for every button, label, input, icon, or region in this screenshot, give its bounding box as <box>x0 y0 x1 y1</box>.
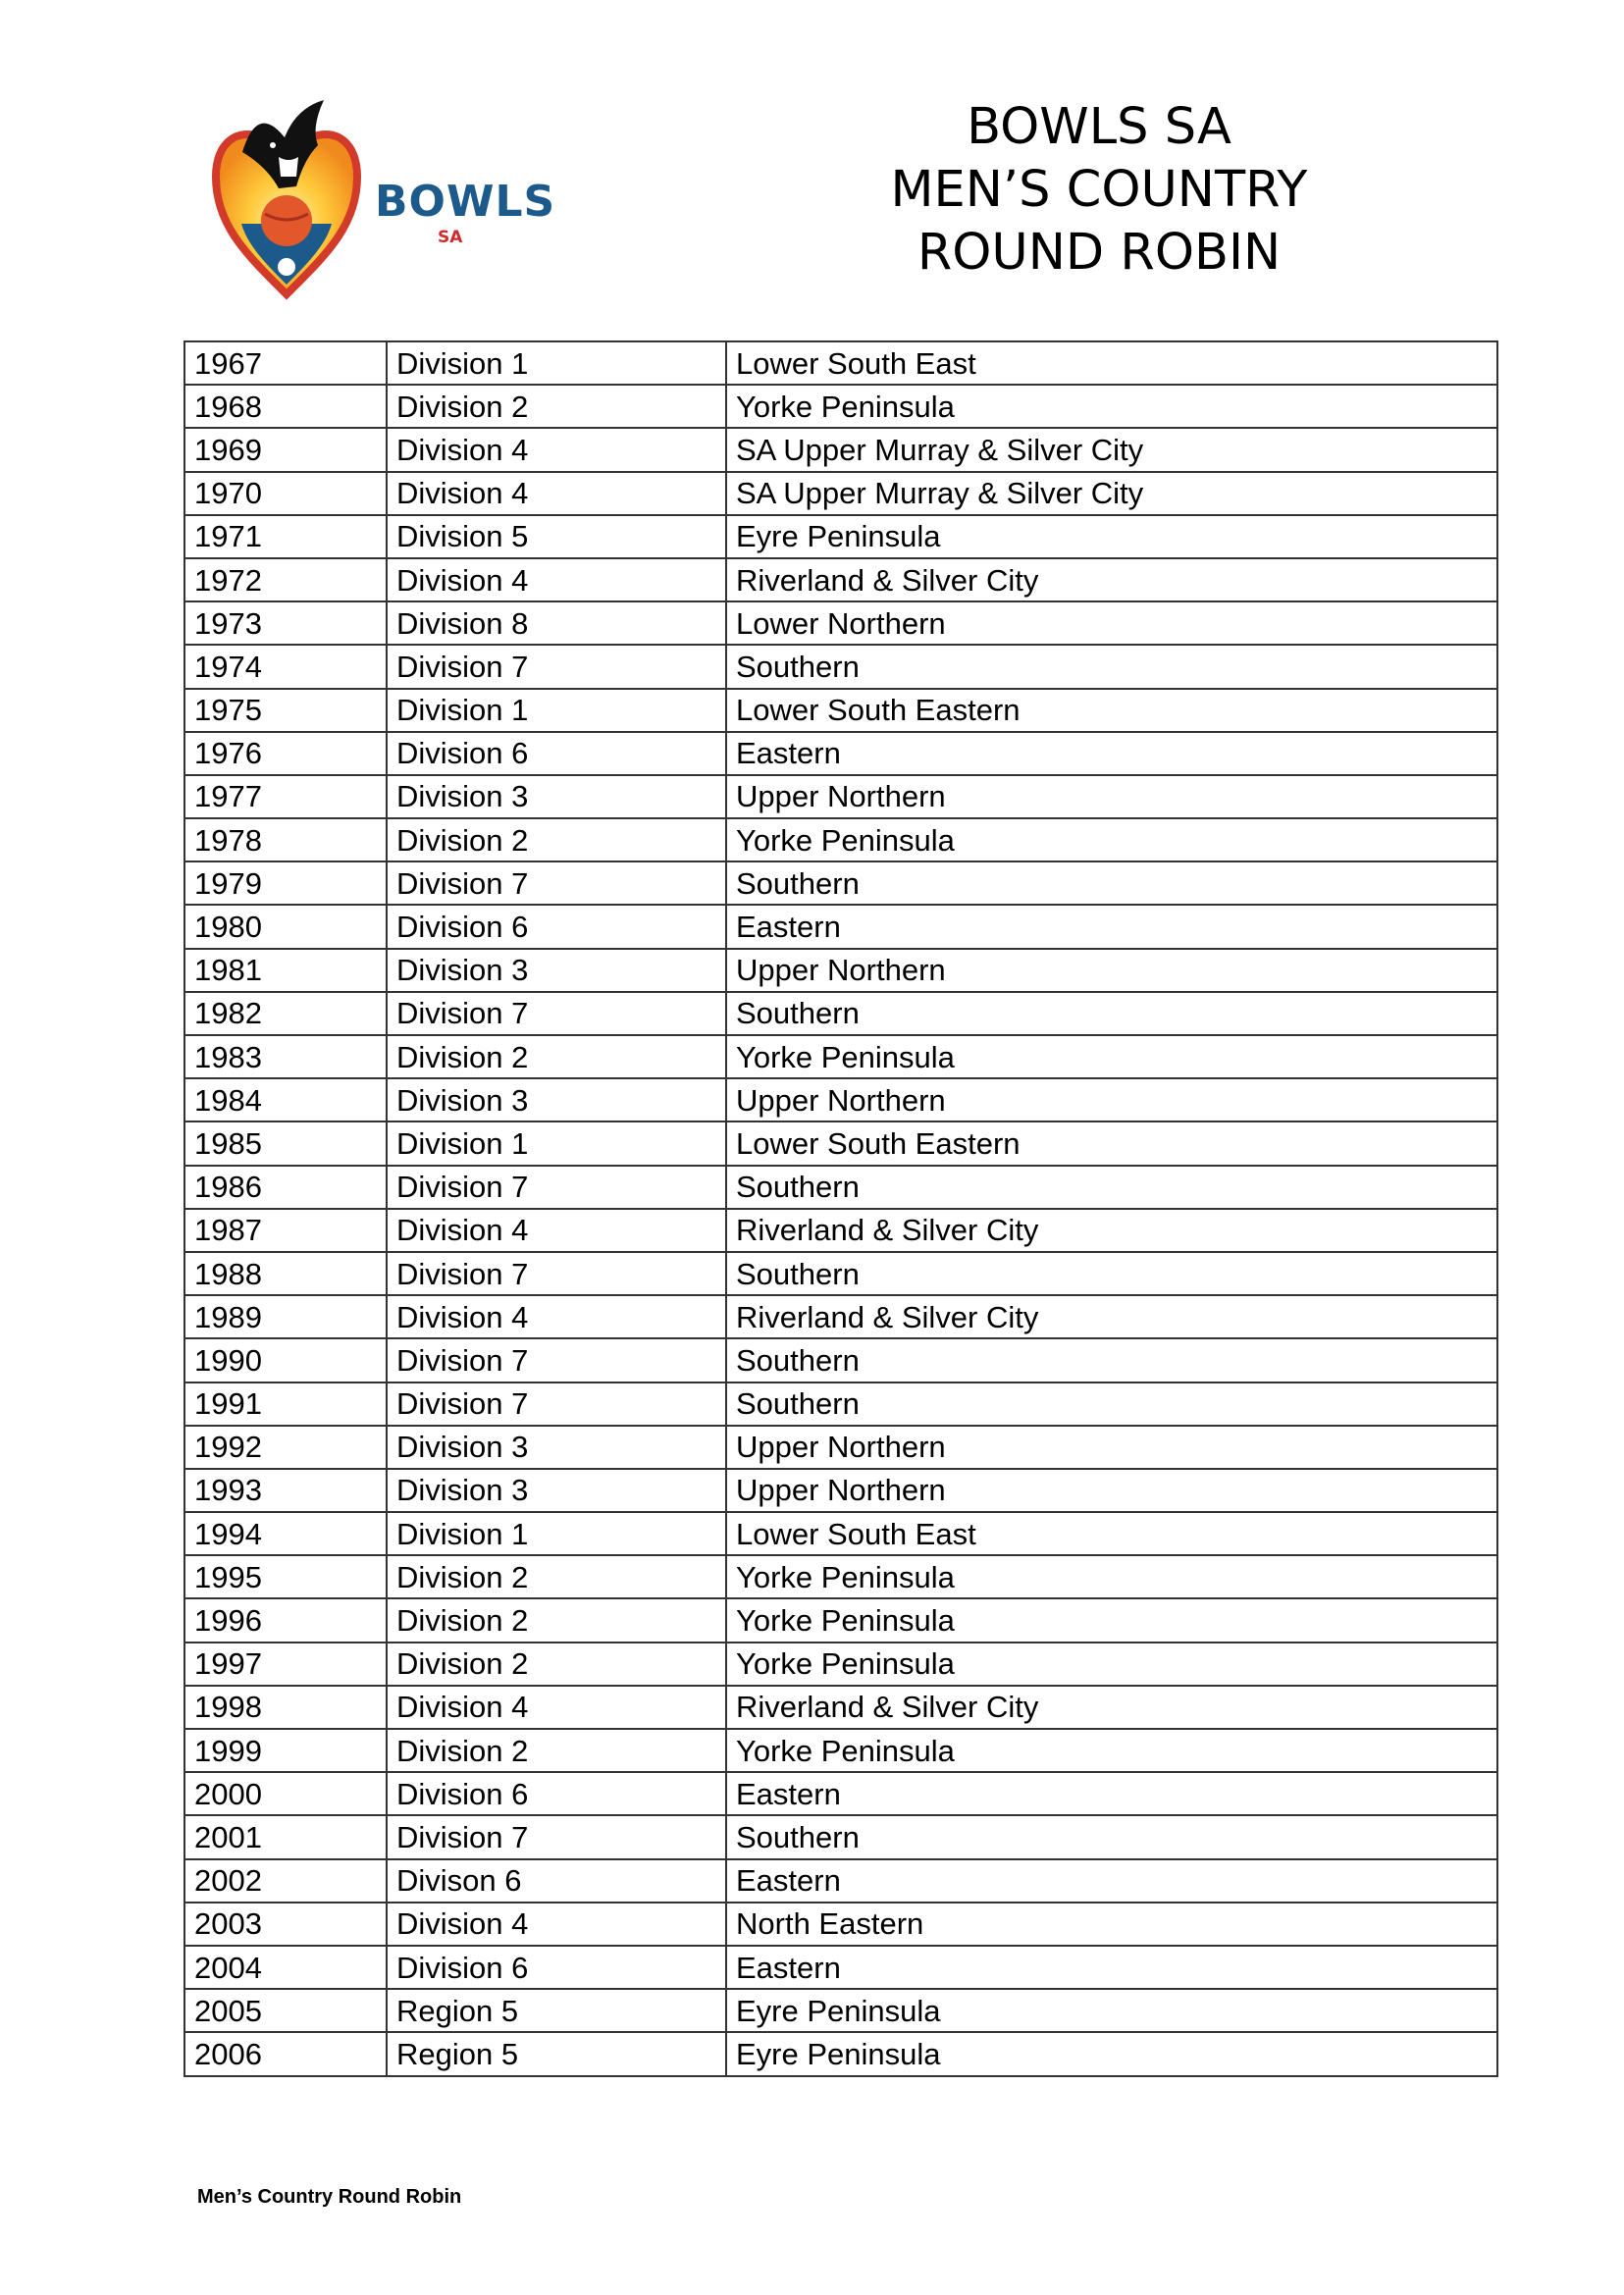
region-cell: Lower Northern <box>726 601 1497 645</box>
table-row <box>184 1469 1497 1512</box>
region-cell: Upper Northern <box>726 775 1497 818</box>
year-cell: 1993 <box>184 1469 387 1512</box>
region-cell: Lower South East <box>726 341 1497 385</box>
year-cell: 2006 <box>184 2032 387 2075</box>
year-cell: 1981 <box>184 949 387 992</box>
division-cell: Division 7 <box>387 992 726 1035</box>
region-cell: Riverland & Silver City <box>726 1295 1497 1338</box>
region-cell: North Eastern <box>726 1903 1497 1946</box>
region-cell: Yorke Peninsula <box>726 1555 1497 1598</box>
year-cell: 2004 <box>184 1946 387 1989</box>
table-row <box>184 818 1497 861</box>
region-cell: Riverland & Silver City <box>726 1209 1497 1252</box>
year-cell: 1986 <box>184 1166 387 1209</box>
region-cell: Yorke Peninsula <box>726 1598 1497 1642</box>
division-cell: Division 6 <box>387 732 726 775</box>
year-cell: 1985 <box>184 1121 387 1165</box>
region-cell: Yorke Peninsula <box>726 1729 1497 1772</box>
table-row <box>184 601 1497 645</box>
year-cell: 2003 <box>184 1903 387 1946</box>
year-cell: 1990 <box>184 1338 387 1382</box>
year-cell: 2000 <box>184 1772 387 1815</box>
region-cell: Yorke Peninsula <box>726 818 1497 861</box>
region-cell: Eyre Peninsula <box>726 515 1497 558</box>
region-cell: Upper Northern <box>726 1426 1497 1469</box>
region-cell: Eastern <box>726 732 1497 775</box>
division-cell: Division 3 <box>387 1078 726 1121</box>
region-cell: Eastern <box>726 905 1497 948</box>
division-cell: Division 3 <box>387 775 726 818</box>
page-footer: Men’s Country Round Robin <box>197 2186 462 2208</box>
title-line-3: ROUND ROBIN <box>917 224 1282 282</box>
year-cell: 1997 <box>184 1643 387 1686</box>
year-cell: 1970 <box>184 472 387 515</box>
year-cell: 2005 <box>184 1989 387 2032</box>
region-cell: Upper Northern <box>726 949 1497 992</box>
table-row <box>184 428 1497 471</box>
table-row <box>184 1643 1497 1686</box>
year-cell: 1969 <box>184 428 387 471</box>
region-cell: Upper Northern <box>726 1078 1497 1121</box>
table-row <box>184 992 1497 1035</box>
division-cell: Division 2 <box>387 1598 726 1642</box>
year-cell: 1994 <box>184 1512 387 1555</box>
year-cell: 1980 <box>184 905 387 948</box>
year-cell: 1978 <box>184 818 387 861</box>
table-row <box>184 385 1497 428</box>
division-cell: Division 2 <box>387 1035 726 1078</box>
table-row <box>184 472 1497 515</box>
table-row <box>184 905 1497 948</box>
division-cell: Division 1 <box>387 689 726 732</box>
region-cell: Lower South East <box>726 1512 1497 1555</box>
region-cell: Southern <box>726 1815 1497 1858</box>
division-cell: Division 2 <box>387 818 726 861</box>
year-cell: 1973 <box>184 601 387 645</box>
year-cell: 1998 <box>184 1686 387 1729</box>
division-cell: Division 2 <box>387 1555 726 1598</box>
year-cell: 1968 <box>184 385 387 428</box>
table-row <box>184 1555 1497 1598</box>
region-cell: Riverland & Silver City <box>726 558 1497 601</box>
table-row <box>184 515 1497 558</box>
table-row <box>184 1686 1497 1729</box>
table-row <box>184 689 1497 732</box>
division-cell: Divison 6 <box>387 1859 726 1903</box>
region-cell: Southern <box>726 1382 1497 1426</box>
region-cell: Yorke Peninsula <box>726 1035 1497 1078</box>
division-cell: Division 4 <box>387 428 726 471</box>
year-cell: 1987 <box>184 1209 387 1252</box>
region-cell: Southern <box>726 1252 1497 1295</box>
year-cell: 1976 <box>184 732 387 775</box>
year-cell: 1971 <box>184 515 387 558</box>
region-cell: Lower South Eastern <box>726 689 1497 732</box>
division-cell: Division 1 <box>387 341 726 385</box>
magpie-emblem-icon <box>208 98 365 304</box>
table-row <box>184 1121 1497 1165</box>
table-row <box>184 1426 1497 1469</box>
table-row <box>184 732 1497 775</box>
region-cell: Southern <box>726 1166 1497 1209</box>
division-cell: Division 3 <box>387 1469 726 1512</box>
division-cell: Division 7 <box>387 1815 726 1858</box>
year-cell: 1984 <box>184 1078 387 1121</box>
year-cell: 1983 <box>184 1035 387 1078</box>
division-cell: Division 3 <box>387 949 726 992</box>
table-row <box>184 1382 1497 1426</box>
division-cell: Division 4 <box>387 1295 726 1338</box>
region-cell: Lower South Eastern <box>726 1121 1497 1165</box>
region-cell: Southern <box>726 645 1497 688</box>
region-cell: Riverland & Silver City <box>726 1686 1497 1729</box>
table-row <box>184 1946 1497 1989</box>
division-cell: Region 5 <box>387 1989 726 2032</box>
division-cell: Division 4 <box>387 1686 726 1729</box>
division-cell: Division 4 <box>387 1209 726 1252</box>
division-cell: Division 8 <box>387 601 726 645</box>
table-row <box>184 1295 1497 1338</box>
region-cell: Eyre Peninsula <box>726 2032 1497 2075</box>
division-cell: Division 4 <box>387 472 726 515</box>
table-row <box>184 1338 1497 1382</box>
region-cell: Eyre Peninsula <box>726 1989 1497 2032</box>
division-cell: Division 7 <box>387 645 726 688</box>
table-row <box>184 341 1497 385</box>
region-cell: SA Upper Murray & Silver City <box>726 428 1497 471</box>
table-row <box>184 861 1497 905</box>
title-line-2: MEN’S COUNTRY <box>890 161 1308 219</box>
division-cell: Division 6 <box>387 905 726 948</box>
table-row <box>184 1989 1497 2032</box>
table-row <box>184 558 1497 601</box>
table-row <box>184 1729 1497 1772</box>
region-cell: Southern <box>726 992 1497 1035</box>
region-cell: Eastern <box>726 1946 1497 1989</box>
region-cell: Eastern <box>726 1859 1497 1903</box>
division-cell: Division 7 <box>387 1382 726 1426</box>
division-cell: Division 3 <box>387 1426 726 1469</box>
year-cell: 2001 <box>184 1815 387 1858</box>
table-row <box>184 1252 1497 1295</box>
division-cell: Region 5 <box>387 2032 726 2075</box>
division-cell: Division 7 <box>387 861 726 905</box>
year-cell: 1988 <box>184 1252 387 1295</box>
year-cell: 1975 <box>184 689 387 732</box>
results-table <box>183 340 1498 2077</box>
year-cell: 1974 <box>184 645 387 688</box>
year-cell: 1996 <box>184 1598 387 1642</box>
title-line-1: BOWLS SA <box>967 98 1231 156</box>
table-row <box>184 1598 1497 1642</box>
region-cell: Yorke Peninsula <box>726 1643 1497 1686</box>
division-cell: Division 2 <box>387 385 726 428</box>
table-row <box>184 949 1497 992</box>
region-cell: Eastern <box>726 1772 1497 1815</box>
table-row <box>184 1512 1497 1555</box>
year-cell: 1999 <box>184 1729 387 1772</box>
table-row <box>184 1209 1497 1252</box>
region-cell: Upper Northern <box>726 1469 1497 1512</box>
division-cell: Division 4 <box>387 1903 726 1946</box>
table-row <box>184 1078 1497 1121</box>
division-cell: Division 4 <box>387 558 726 601</box>
year-cell: 1967 <box>184 341 387 385</box>
region-cell: Southern <box>726 1338 1497 1382</box>
table-row <box>184 1859 1497 1903</box>
results-table-body <box>184 341 1497 2076</box>
division-cell: Division 6 <box>387 1946 726 1989</box>
table-row <box>184 1903 1497 1946</box>
division-cell: Division 1 <box>387 1512 726 1555</box>
region-cell: Southern <box>726 861 1497 905</box>
division-cell: Division 7 <box>387 1338 726 1382</box>
division-cell: Division 1 <box>387 1121 726 1165</box>
year-cell: 2002 <box>184 1859 387 1903</box>
table-row <box>184 775 1497 818</box>
division-cell: Division 2 <box>387 1643 726 1686</box>
table-row <box>184 1166 1497 1209</box>
region-cell: Yorke Peninsula <box>726 385 1497 428</box>
bowls-sa-logo <box>208 98 556 304</box>
division-cell: Division 7 <box>387 1166 726 1209</box>
table-row <box>184 1815 1497 1858</box>
year-cell: 1991 <box>184 1382 387 1426</box>
division-cell: Division 6 <box>387 1772 726 1815</box>
table-row <box>184 645 1497 688</box>
year-cell: 1982 <box>184 992 387 1035</box>
logo-subtext: SA <box>438 228 463 247</box>
year-cell: 1989 <box>184 1295 387 1338</box>
table-row <box>184 1035 1497 1078</box>
division-cell: Division 2 <box>387 1729 726 1772</box>
year-cell: 1992 <box>184 1426 387 1469</box>
division-cell: Division 5 <box>387 515 726 558</box>
page-title <box>864 96 1335 285</box>
table-row <box>184 1772 1497 1815</box>
region-cell: SA Upper Murray & Silver City <box>726 472 1497 515</box>
year-cell: 1977 <box>184 775 387 818</box>
year-cell: 1972 <box>184 558 387 601</box>
table-row <box>184 2032 1497 2075</box>
year-cell: 1995 <box>184 1555 387 1598</box>
logo-wordmark: BOWLS <box>375 177 556 227</box>
year-cell: 1979 <box>184 861 387 905</box>
division-cell: Division 7 <box>387 1252 726 1295</box>
